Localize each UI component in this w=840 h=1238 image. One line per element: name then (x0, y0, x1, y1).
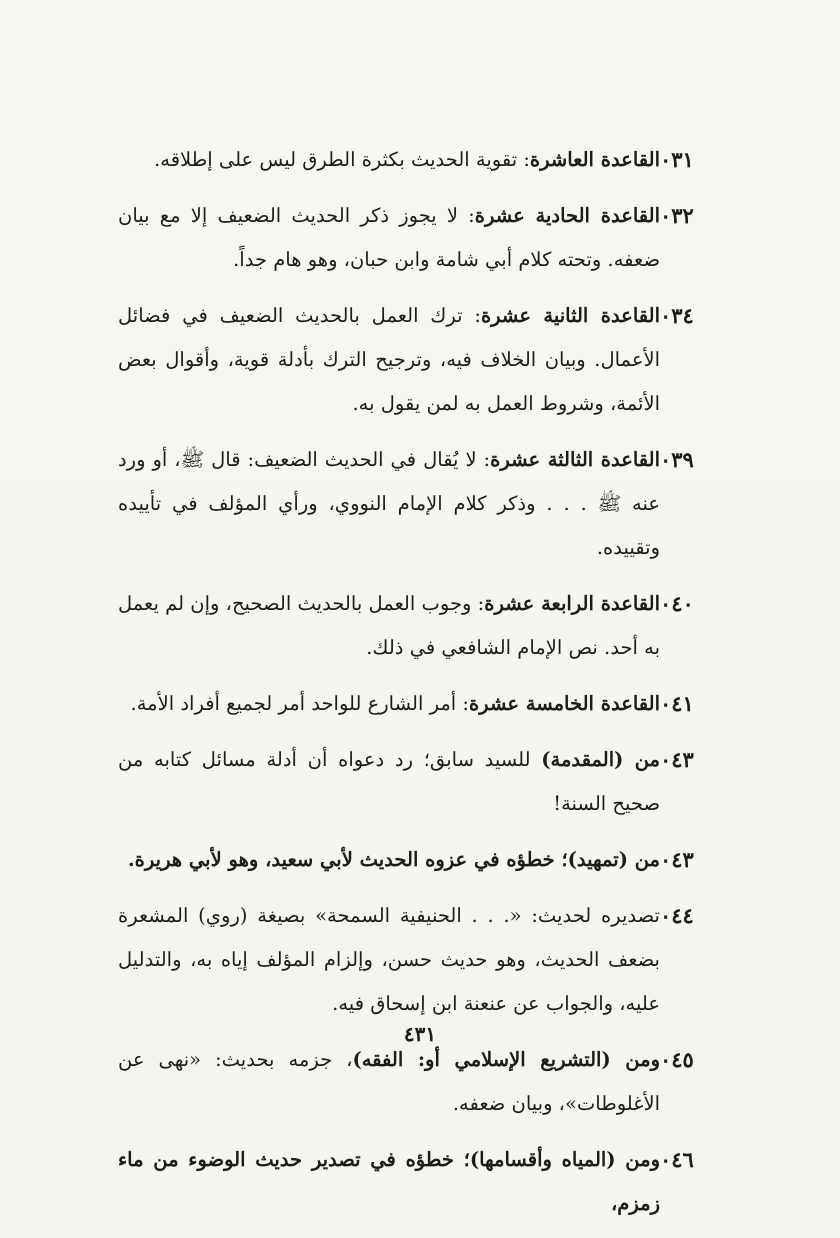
entry-body: للسيد سابق؛ رد دعواه أن أدلة مسائل كتابه من صحيح السنة! (118, 748, 660, 815)
entries-list (118, 138, 730, 1238)
entry-number: ٠٣٩ (660, 447, 694, 472)
list-item (118, 738, 730, 826)
entry-heading: القاعدة الحادية عشرة (474, 204, 660, 227)
entry-text (118, 1138, 660, 1226)
entry-body: : تقوية الحديث بكثرة الطرق ليس على إطلاقه. (154, 148, 530, 171)
entry-heading: القاعدة الثالثة عشرة (490, 448, 660, 471)
entry-number: ٠٤٣ (660, 847, 694, 872)
entry-number: ٠٤٦ (660, 1147, 694, 1172)
entry-body: : ترك العمل بالحديث الضعيف في فضائل الأعمال. وبيان الخلاف فيه، وترجيح الترك بأدلة قوية، وأقوال بعض الأئمة، وشروط العمل به لمن يقول به. (118, 304, 660, 415)
list-item (118, 1138, 730, 1226)
entry-body: ، جزمه بحديث: «نهى عن الأغلوطات»، وبيان ضعفه. (118, 1048, 660, 1115)
entry-heading: من (تمهيد)؛ خطؤه في عزوه الحديث لأبي سعيد، وهو لأبي هريرة. (127, 848, 660, 871)
entry-text (118, 682, 660, 726)
entry-heading: القاعدة العاشرة (529, 148, 660, 171)
entry-number: ٠٤٥ (660, 1047, 694, 1072)
entry-number: ٠٤٠ (660, 591, 694, 616)
entry-text (118, 138, 660, 182)
list-item (118, 682, 730, 726)
list-item (118, 138, 730, 182)
entry-text (118, 582, 660, 670)
entry-number: ٠٣١ (660, 147, 694, 172)
entry-text (118, 294, 660, 426)
entry-number: ٠٤٤ (660, 903, 694, 928)
entry-number: ٠٣٤ (660, 303, 694, 328)
entry-heading: القاعدة الخامسة عشرة (468, 692, 660, 715)
list-item (118, 438, 730, 570)
entry-body: : أمر الشارع للواحد أمر لجميع أفراد الأمة. (130, 692, 469, 715)
entry-body: تصديره لحديث: «. . . الحنيفية السمحة» بصيغة (روي) المشعرة بضعف الحديث، وهو حديث حسن، وإلزام المؤلف إياه به، والتدليل عليه، والجواب عن عنعنة ابن إسحاق فيه. (118, 904, 660, 1015)
entry-heading: من (المقدمة) (541, 748, 660, 771)
entry-body: : وجوب العمل بالحديث الصحيح، وإن لم يعمل به أحد. نص الإمام الشافعي في ذلك. (118, 592, 660, 659)
entry-number: ٠٣٢ (660, 203, 694, 228)
list-item (118, 194, 730, 282)
entry-text (118, 194, 660, 282)
entry-heading: القاعدة الثانية عشرة (480, 304, 660, 327)
list-item (118, 582, 730, 670)
entry-heading: ومن (المياه وأقسامها)؛ خطؤه في تصدير حديث الوضوء من ماء زمزم، (118, 1148, 660, 1215)
entry-number: ٠٤٣ (660, 747, 694, 772)
entry-body: : لا يجوز ذكر الحديث الضعيف إلا مع بيان ضعفه. وتحته كلام أبي شامة وابن حبان، وهو هام جداً. (118, 204, 660, 271)
entry-heading: القاعدة الرابعة عشرة (484, 592, 660, 615)
entry-text (118, 838, 660, 882)
entry-heading: ومن (التشريع الإسلامي أو: الفقه) (352, 1048, 660, 1071)
entry-text (118, 1038, 660, 1126)
list-item (118, 294, 730, 426)
list-item (118, 1038, 730, 1126)
page-number: ٤٣١ (403, 1022, 437, 1046)
list-item (118, 838, 730, 882)
entry-number: ٠٤١ (660, 691, 694, 716)
entry-text (118, 738, 660, 826)
entry-body: : لا يُقال في الحديث الضعيف: قال ﷺ، أو ورد عنه ﷺ . . . وذكر كلام الإمام النووي، ورأي المؤلف في تأييده وتقييده. (118, 448, 660, 559)
entry-text (118, 894, 660, 1026)
list-item (118, 894, 730, 1026)
entry-text (118, 438, 660, 570)
